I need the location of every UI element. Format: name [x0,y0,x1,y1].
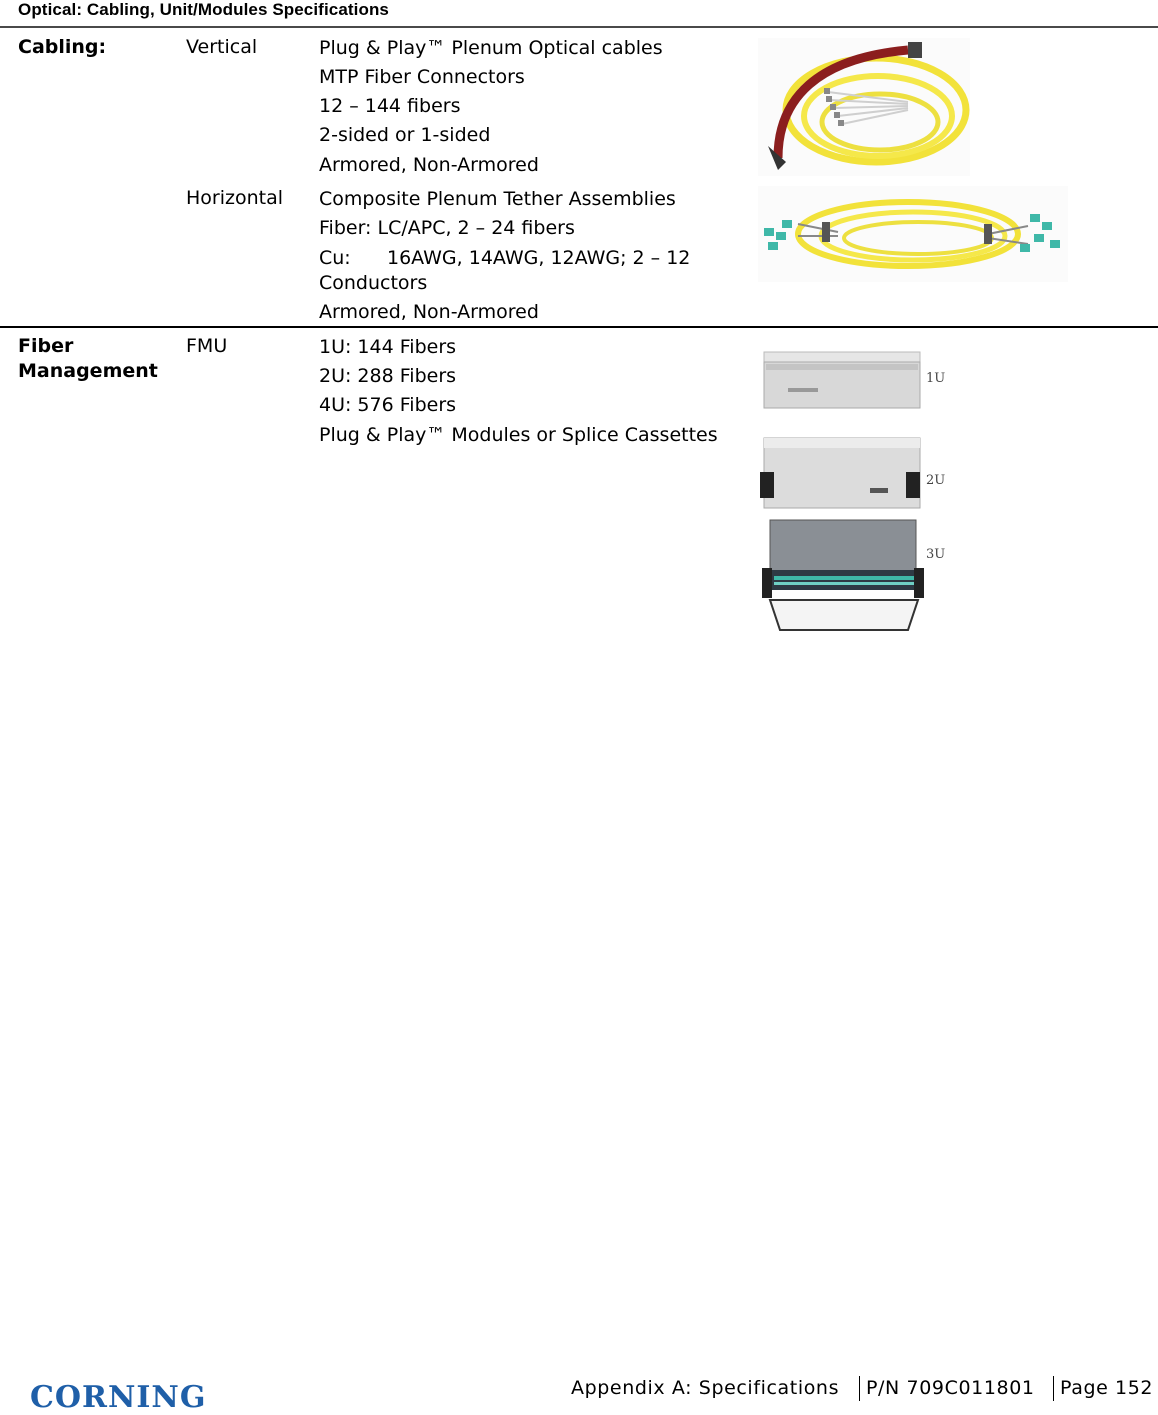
spec-line: Armored, Non-Armored [319,301,539,323]
vertical-cable-photo [758,38,970,176]
spec-line: Conductors [319,272,428,294]
footer-page-number: Page 152 [1060,1377,1154,1399]
fmu-label-3u: 3U [926,547,946,562]
cu-label: Cu: [319,247,351,269]
fmu-units-photo [758,338,950,636]
spec-line: Fiber: LC/APC, 2 – 24 fibers [319,217,575,239]
spec-line: Armored, Non-Armored [319,154,539,176]
spec-line-cu [319,246,690,270]
spec-line: MTP Fiber Connectors [319,66,525,88]
footer-separator [1053,1376,1054,1401]
corning-logo: CORNING [30,1380,207,1415]
fmu-label-1u: 1U [926,371,946,386]
sub-horizontal: Horizontal [186,187,284,209]
spec-line: 12 – 144 fibers [319,95,461,117]
sub-vertical: Vertical [186,36,258,58]
spec-line: Composite Plenum Tether Assemblies [319,188,676,210]
spec-line: Plug & Play™ Plenum Optical cables [319,37,663,59]
spec-line: 4U: 576 Fibers [319,394,457,416]
horizontal-tether-photo [758,186,1068,282]
cu-value: 16AWG, 14AWG, 12AWG; 2 – 12 [387,247,691,269]
sub-fmu: FMU [186,335,228,357]
fmu-label-2u: 2U [926,473,946,488]
footer-separator [859,1376,860,1401]
spec-line: 2-sided or 1-sided [319,124,491,146]
header-rule [0,26,1158,28]
footer-part-number: P/N 709C011801 [866,1377,1035,1399]
row-divider [0,326,1158,328]
spec-line: 2U: 288 Fibers [319,365,457,387]
spec-line: Plug & Play™ Modules or Splice Cassettes [319,424,718,446]
footer-section: Appendix A: Specifications [571,1377,840,1399]
category-fiber-management: Fiber Management [18,335,158,382]
page-title: Optical: Cabling, Unit/Modules Specifications [18,0,389,19]
spec-line: 1U: 144 Fibers [319,336,457,358]
category-cabling: Cabling: [18,36,107,58]
